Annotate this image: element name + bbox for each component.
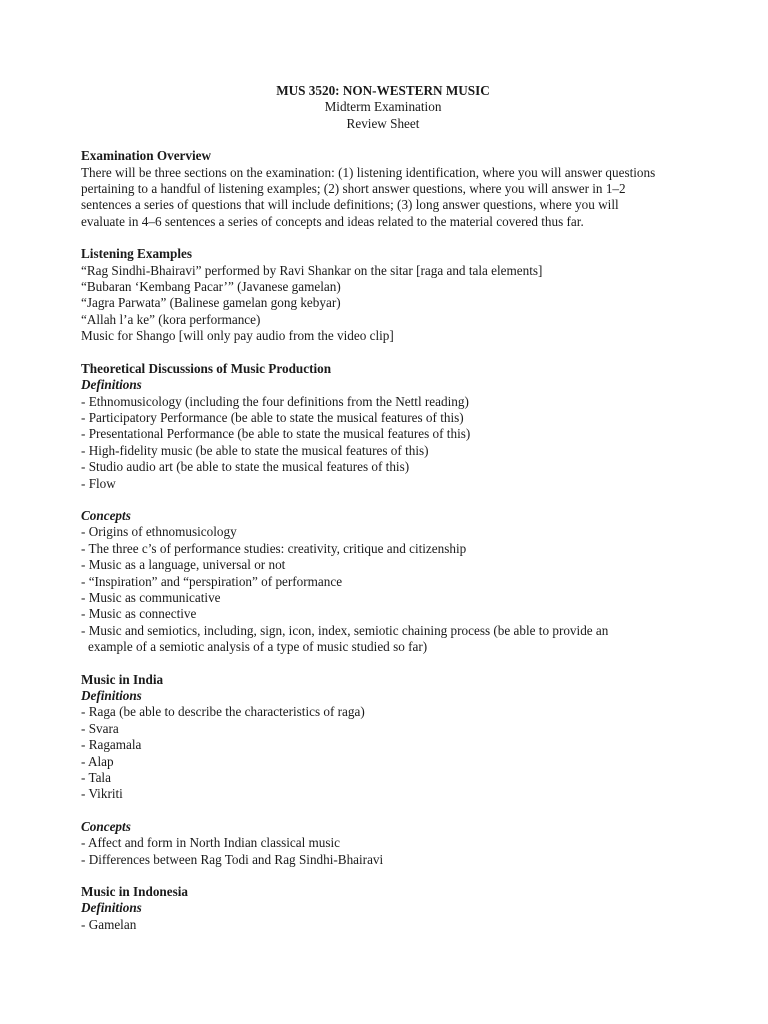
concept-item: - Music as connective: [81, 606, 197, 622]
listening-section: [81, 246, 691, 344]
concept-item: - Affect and form in North Indian classical music: [81, 835, 341, 851]
indonesia-heading: Music in Indonesia: [81, 884, 188, 900]
overview-line: evaluate in 4–6 sentences a series of concepts and ideas related to the material covered thus far.: [81, 213, 584, 229]
definition-item: - Raga (be able to describe the characteristics of raga): [81, 704, 365, 720]
overview-line: There will be three sections on the examination: (1) listening identification, where you will answer questions: [81, 164, 656, 180]
listening-item: “Allah l’a ke” (kora performance): [81, 311, 261, 327]
listening-item: “Rag Sindhi-Bhairavi” performed by Ravi Shankar on the sitar [raga and tala elements]: [81, 262, 543, 278]
definition-item: - Ragamala: [81, 737, 142, 753]
concept-item: - “Inspiration” and “perspiration” of performance: [81, 573, 343, 589]
definition-item: - High-fidelity music (be able to state the musical features of this): [81, 442, 429, 458]
concept-item: - The three c’s of performance studies: creativity, critique and citizenship: [81, 540, 467, 556]
indonesia-definitions-heading: Definitions: [81, 900, 142, 916]
concept-item: - Differences between Rag Todi and Rag Sindhi-Bhairavi: [81, 851, 384, 867]
definition-item: - Alap: [81, 753, 114, 769]
review-sheet-page: [81, 83, 691, 933]
definition-item: - Svara: [81, 720, 119, 736]
listening-item: “Bubaran ‘Kembang Pacar’” (Javanese gamelan): [81, 279, 341, 295]
listening-heading: Listening Examples: [81, 246, 193, 262]
india-section: [81, 672, 691, 868]
concept-item: - Origins of ethnomusicology: [81, 524, 237, 540]
india-heading: Music in India: [81, 671, 164, 687]
theory-heading: Theoretical Discussions of Music Production: [81, 360, 332, 376]
theory-concepts-heading: Concepts: [81, 507, 131, 523]
overview-line: sentences a series of questions that will include definitions; (3) long answer questions, where you will: [81, 197, 619, 213]
overview-section: [81, 148, 691, 230]
listening-item: Music for Shango [will only pay audio from the video clip]: [81, 328, 394, 344]
indonesia-section: [81, 884, 691, 933]
definition-item: - Ethnomusicology (including the four definitions from the Nettl reading): [81, 393, 469, 409]
definition-item: - Participatory Performance (be able to state the musical features of this): [81, 409, 464, 425]
definition-item: - Flow: [81, 475, 116, 491]
theory-section: [81, 361, 691, 656]
overview-line: pertaining to a handful of listening examples; (2) short answer questions, where you will answer in 1–2: [81, 181, 626, 197]
exam-title: Midterm Examination: [324, 99, 442, 115]
course-title: MUS 3520: NON-WESTERN MUSIC: [276, 83, 490, 98]
concept-item: - Music as communicative: [81, 589, 221, 605]
overview-heading: Examination Overview: [81, 148, 212, 164]
india-concepts-heading: Concepts: [81, 818, 131, 834]
concept-item-continuation: example of a semiotic analysis of a type of music studied so far): [88, 639, 428, 655]
spacer: [81, 803, 691, 819]
theory-definitions-heading: Definitions: [81, 377, 142, 393]
definition-item: - Presentational Performance (be able to state the musical features of this): [81, 426, 471, 442]
definition-item: - Gamelan: [81, 916, 137, 932]
document-header: [80, 83, 686, 132]
sheet-title: Review Sheet: [346, 115, 420, 131]
spacer: [81, 492, 691, 508]
concept-item: - Music as a language, universal or not: [81, 557, 286, 573]
definition-item: - Tala: [81, 770, 111, 786]
definition-item: - Vikriti: [81, 786, 123, 802]
definition-item: - Studio audio art (be able to state the musical features of this): [81, 459, 410, 475]
india-definitions-heading: Definitions: [81, 688, 142, 703]
listening-item: “Jagra Parwata” (Balinese gamelan gong kebyar): [81, 295, 341, 311]
concept-item: - Music and semiotics, including, sign, icon, index, semiotic chaining process (be able to provide an: [81, 622, 609, 638]
